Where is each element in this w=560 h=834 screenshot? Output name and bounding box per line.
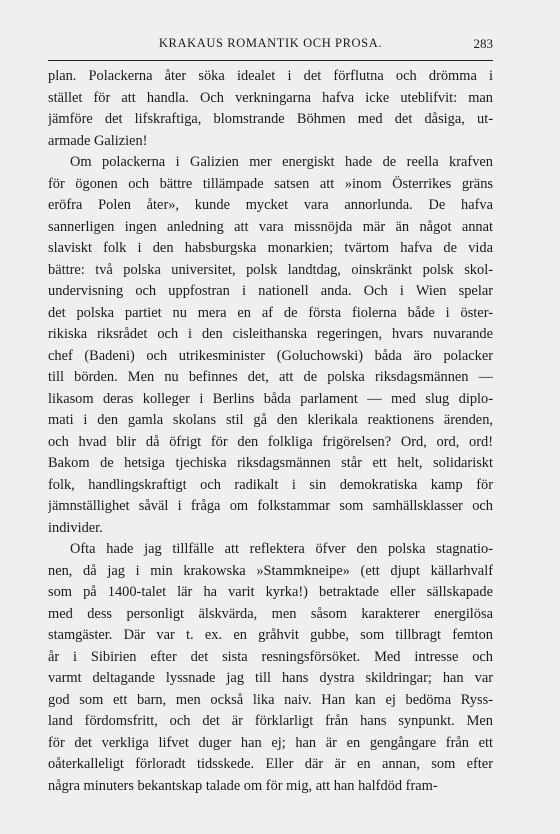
text-line: några minuters bekantskap talade om för mig, att han halfdöd fram- xyxy=(48,777,438,794)
text-line: mati i den gamla skolans stil gå den klerikala reaktionens ärenden, xyxy=(48,412,493,428)
text-line: nen, då jag i min krakowska »Stammkneipe» (ett djupt källarhvalf xyxy=(48,562,493,579)
text-line: undervisning och uppfostran i nationell anda. Och i Wien spelar xyxy=(48,283,493,299)
text-line: till börden. Men nu befinnes det, att de polska riksdagsmännen — xyxy=(48,369,493,385)
text-line: Bakom de hetsiga tjechiska riksdagsmännen står ett helt, solidariskt xyxy=(48,455,493,471)
text-line: oåterkalleligt förloradt tidsskede. Eller där är en annan, som efter xyxy=(48,756,493,772)
text-line: som på 1400-talet lär ha varit kyrka!) betraktade eller sällskapade xyxy=(48,584,493,600)
text-line: det polska partiet nu mera en af de första fiolerna både i öster- xyxy=(48,304,493,321)
text-line: plan. Polackerna åter söka idealet i det förflutna och drömma i xyxy=(48,68,493,84)
text-line: bättre: två polska universitet, polsk landtdag, oinskränkt polsk skol- xyxy=(48,261,493,278)
text-line: Ofta hade jag tillfälle att reflektera öfver den polska stagnatio- xyxy=(70,541,493,557)
paragraph xyxy=(48,539,493,797)
text-line: rikiska riksrådet och i den cisleithanska regeringen, hvars nuvarande xyxy=(48,326,493,342)
text-line: jämföre det lifskraftiga, blomstrande Böhmen med det dåsiga, ut- xyxy=(48,111,493,127)
page-number: 283 xyxy=(473,36,493,51)
text-line: och hvad blir då öfrigt för den folkliga frigörelsen? Ord, ord, ord! xyxy=(48,433,493,450)
text-line: likasom deras kolleger i Berlins båda parlament — med slug diplo- xyxy=(48,390,493,407)
text-line: individer. xyxy=(48,519,103,536)
text-line: god som ett barn, men också lika naiv. Han kan ej bedöma Ryss- xyxy=(48,691,493,708)
page-header xyxy=(48,36,493,56)
text-line: stället för att handla. Och verkningarna hafva icke uteblifvit: man xyxy=(48,89,493,106)
paragraph xyxy=(48,66,493,152)
running-title: KRAKAUS ROMANTIK OCH PROSA. xyxy=(158,36,383,50)
text-line: land fördomsfritt, och det är förklarligt från hans synpunkt. Men xyxy=(48,713,493,729)
text-line: slaviskt folk i den habsburgska monarkien; tvärtom hafva de vida xyxy=(48,240,493,256)
text-line: jämnställighet såväl i fråga om folkstammar som samhällsklasser och xyxy=(48,498,493,514)
text-line: år i Sibirien efter det sista resningsförsöket. Med intresse och xyxy=(48,648,493,665)
text-line: folk, handlingskraftigt och radikalt i sin demokratiska kamp för xyxy=(48,476,493,493)
paragraph xyxy=(48,152,493,539)
text-line: med dess personligt älskvärda, men såsom karakterer energilösa xyxy=(48,605,493,622)
text-line: armade Galizien! xyxy=(48,132,148,149)
text-line: eröfra Polen åter», kunde mycket vara annorlunda. De hafva xyxy=(48,197,493,213)
header-rule xyxy=(48,60,493,61)
text-line: för ögonen och bättre tillämpade satsen att »inom Österrikes gräns xyxy=(48,175,493,192)
text-line: stamgäster. Där var t. ex. en gråhvit gubbe, som tillbragt femton xyxy=(48,627,493,643)
text-line: Om polackerna i Galizien mer energiskt hade de reella krafven xyxy=(70,154,493,170)
text-line: sannerligen ingen anledning att vara missnöjda mär än något annat xyxy=(48,218,493,235)
text-line: chef (Badeni) och utrikesminister (Goluchowski) båda äro polacker xyxy=(48,347,493,364)
body-text xyxy=(48,66,493,797)
text-line: för det verkliga lifvet duger han ej; han är en gengångare från ett xyxy=(48,734,493,751)
text-line: varmt deltagande lyssnade jag till hans dystra skildringar; han var xyxy=(48,670,493,686)
